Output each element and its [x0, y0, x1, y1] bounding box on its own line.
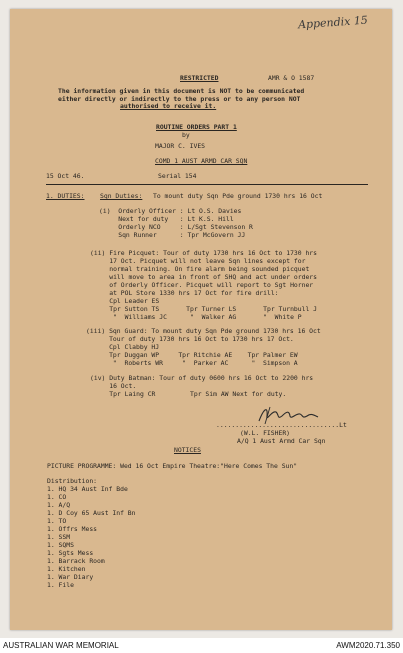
distribution-item: 1. TO: [47, 517, 67, 525]
notice-line-1: The information given in this document is NOT to be communicated: [58, 87, 305, 95]
duty-line: Orderly NCO : L/Sgt Stevenson R: [99, 223, 253, 231]
guard-line: Tour of duty 1730 hrs 16 Oct to 1730 hrs 17 Oct.: [86, 335, 294, 343]
picquet-line: at POL Store 1330 hrs 17 Oct for fire drill:: [90, 289, 279, 297]
distribution-item: 1. HQ 34 Aust Inf Bde: [47, 485, 128, 493]
orders-by: by: [182, 130, 190, 139]
picquet-line: will move to area in front of SHQ and act under orders: [90, 273, 318, 281]
distribution-label: Distribution:: [47, 477, 98, 485]
batman-line: 16 Oct.: [90, 382, 137, 390]
notice-line-3: authorised to receive it.: [120, 102, 217, 110]
distribution-item: 1. Offrs Mess: [47, 525, 98, 533]
order-date: 15 Oct 46.: [46, 172, 85, 180]
guard-line: " Roberts WR " Parker AC " Simpson A: [86, 359, 298, 367]
distribution-item: 1. SSM: [47, 533, 71, 541]
duty-line: Sqn Runner : Tpr McGovern JJ: [99, 231, 246, 239]
distribution-item: 1. D Coy 65 Aust Inf Bn: [47, 509, 136, 517]
distribution-item: 1. War Diary: [47, 573, 94, 581]
picture-programme: PICTURE PROGRAMME: Wed 16 Oct Empire Theatre:"Here Comes The Sun": [47, 462, 298, 470]
distribution-item: 1. File: [47, 581, 74, 589]
duty-line: (i) Orderly Officer : Lt O.S. Davies: [99, 207, 242, 215]
orders-title: ROUTINE ORDERS PART 1: [156, 123, 237, 131]
document-reference: AMR & O 1587: [268, 74, 315, 82]
footer-bar: [0, 638, 403, 653]
guard-line: (iii) Sqn Guard: To mount duty Sqn Pde ground 1730 hrs 16 Oct: [86, 327, 321, 335]
picquet-line: (ii) Fire Picquet: Tour of duty 1730 hrs 16 Oct to 1730 hrs: [90, 249, 318, 257]
officer-name: MAJOR C. IVES: [155, 142, 206, 150]
signatory-name: (W.L. FISHER): [240, 429, 291, 437]
distribution-item: 1. Kitchen: [47, 565, 86, 573]
sqn-duties-label: Sqn Duties:: [100, 192, 143, 200]
footer-archive-name: AUSTRALIAN WAR MEMORIAL: [3, 641, 119, 650]
notice-line-2: either directly or indirectly to the press or to any person NOT: [58, 94, 301, 103]
guard-line: Tpr Duggan WP Tpr Ritchie AE Tpr Palmer EW: [86, 351, 298, 359]
header-rule: [46, 184, 368, 185]
distribution-item: 1. CO: [47, 493, 67, 501]
guard-line: Cpl Clabby HJ: [86, 343, 160, 351]
serial-number: Serial 154: [158, 172, 197, 180]
picquet-line: Cpl Leader ES: [90, 297, 160, 305]
footer-accession-number: AWM2020.71.350: [336, 641, 400, 650]
batman-line: Tpr Laing CR Tpr Sim AW Next for duty.: [90, 390, 287, 398]
distribution-item: 1. A/Q: [47, 501, 71, 509]
signature-line: ................................Lt: [216, 421, 347, 429]
notices-heading: NOTICES: [174, 446, 201, 454]
restricted-heading: RESTRICTED: [180, 74, 219, 82]
signatory-role: A/Q 1 Aust Armd Car Sqn: [237, 437, 326, 445]
distribution-item: 1. Barrack Room: [47, 557, 105, 565]
duty-line: Next for duty : Lt K.S. Hill: [99, 215, 234, 223]
picquet-line: Tpr Sutton TS Tpr Turner LS Tpr Turnbull J: [90, 305, 318, 313]
appendix-annotation: Appendix 15: [297, 13, 369, 32]
picquet-line: normal training. On fire alarm being sounded picquet: [90, 265, 310, 273]
batman-line: (iv) Duty Batman: Tour of duty 0600 hrs 16 Oct to 2200 hrs: [90, 374, 314, 382]
distribution-item: 1. Sgts Mess: [47, 549, 94, 557]
picquet-line: 17 Oct. Picquet will not leave Sqn lines except for: [90, 257, 306, 265]
distribution-item: 1. SQMS: [47, 541, 74, 549]
sqn-duties-text: To mount duty Sqn Pde ground 1730 hrs 16 Oct: [153, 192, 323, 200]
picquet-line: of Orderly Officer. Picquet will report to Sgt Horner: [90, 281, 314, 289]
unit-name: COMD 1 AUST ARMD CAR SQN: [155, 157, 248, 165]
picquet-line: " Williams JC " Walker AG " White P: [90, 313, 302, 321]
duties-label: 1. DUTIES:: [46, 192, 85, 200]
